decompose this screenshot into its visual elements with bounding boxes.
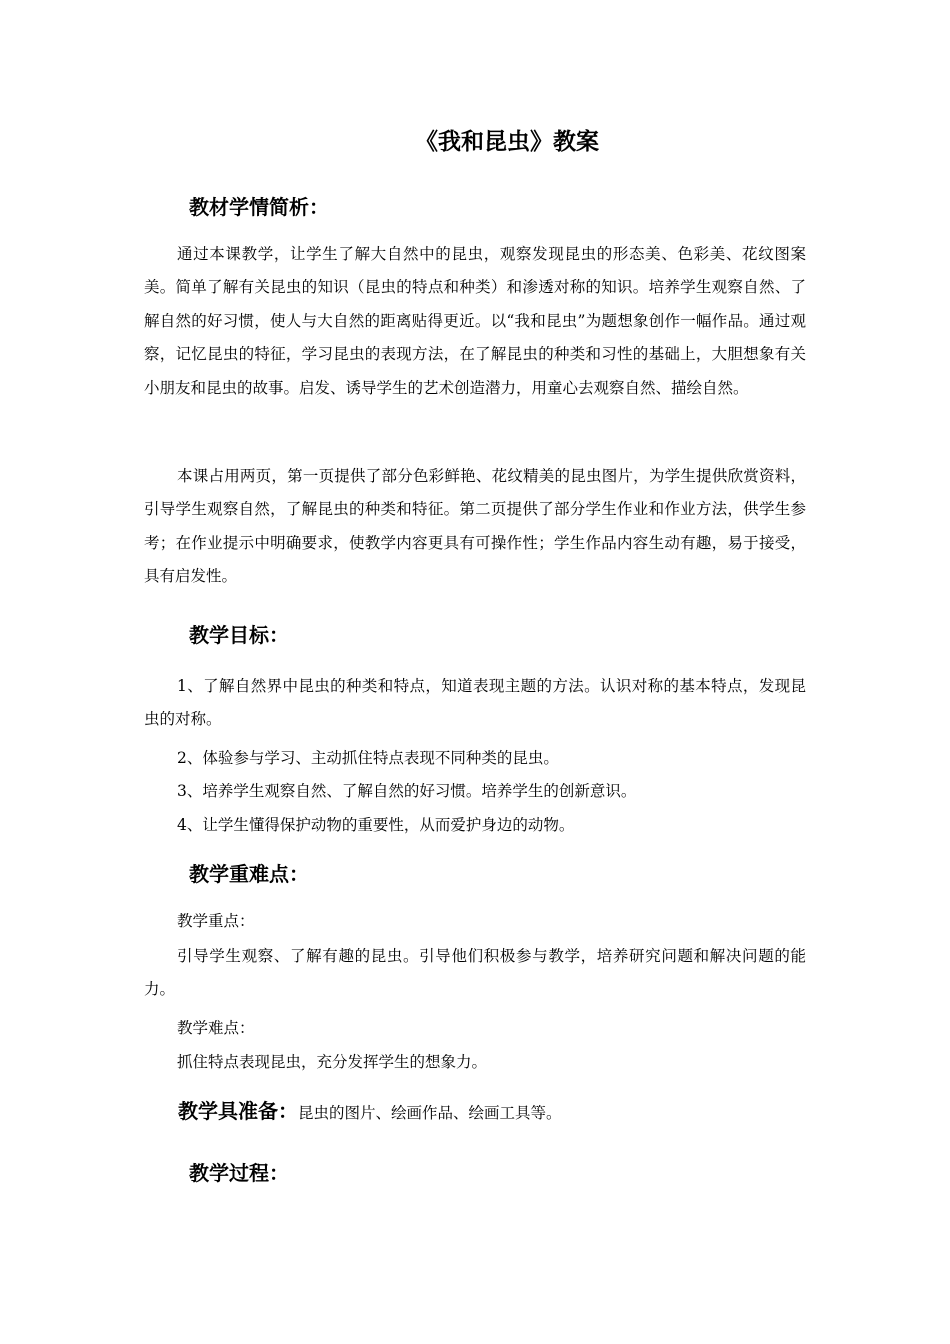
goal-item-2: 2、体验参与学习、主动抓住特点表现不同种类的昆虫。 — [177, 749, 559, 767]
paragraph-analysis-1: 通过本课教学，让学生了解大自然中的昆虫，观察发现昆虫的形态美、色彩美、花纹图案美。简单了解有关昆虫的知识（昆虫的特点和种类）和渗透对称的知识。培养学生观察自然、了解自然的好习惯，使人与大自然的距离贴得更近。以“我和昆虫”为题想象创作一幅作品。通过观察，记忆昆虫的特征，学习昆虫的表现方法，在了解昆虫的种类和习性的基础上，大胆想象有关小朋友和昆虫的故事。启发、诱导学生的艺术创造潜力，用童心去观察自然、描绘自然。 — [144, 245, 806, 397]
goal-item-3: 3、培养学生观察自然、了解自然的好习惯。培养学生的创新意识。 — [177, 782, 637, 800]
paragraph-analysis-2: 本课占用两页，第一页提供了部分色彩鲜艳、花纹精美的昆虫图片，为学生提供欣赏资料，引导学生观察自然，了解昆虫的种类和特征。第二页提供了部分学生作业和作业方法，供学生参考；在作业提示中明确要求，使教学内容更具有可操作性；学生作品内容生动有趣，易于接受，具有启发性。 — [144, 467, 806, 586]
heading-process: 教学过程： — [189, 1161, 289, 1185]
materials-text: 昆虫的图片、绘画作品、绘画工具等。 — [298, 1104, 562, 1122]
goal-item-4: 4、让学生懂得保护动物的重要性，从而爱护身边的动物。 — [177, 816, 575, 834]
key-point-label: 教学重点： — [177, 912, 255, 930]
document-title: 《我和昆虫》教案 — [415, 128, 599, 155]
difficulty-label: 教学难点： — [177, 1019, 255, 1037]
heading-goals: 教学目标： — [189, 623, 289, 647]
heading-key-points: 教学重难点： — [189, 862, 309, 886]
materials-row — [178, 1095, 562, 1129]
difficulty-text: 抓住特点表现昆虫，充分发挥学生的想象力。 — [177, 1053, 488, 1071]
key-point-text: 引导学生观察、了解有趣的昆虫。引导他们积极参与教学，培养研究问题和解决问题的能力。 — [144, 947, 806, 999]
goal-item-1: 1、了解自然界中昆虫的种类和特点，知道表现主题的方法。认识对称的基本特点，发现昆虫的对称。 — [144, 677, 806, 729]
heading-materials: 教学具准备： — [178, 1099, 298, 1123]
heading-analysis: 教材学情简析： — [189, 195, 329, 219]
